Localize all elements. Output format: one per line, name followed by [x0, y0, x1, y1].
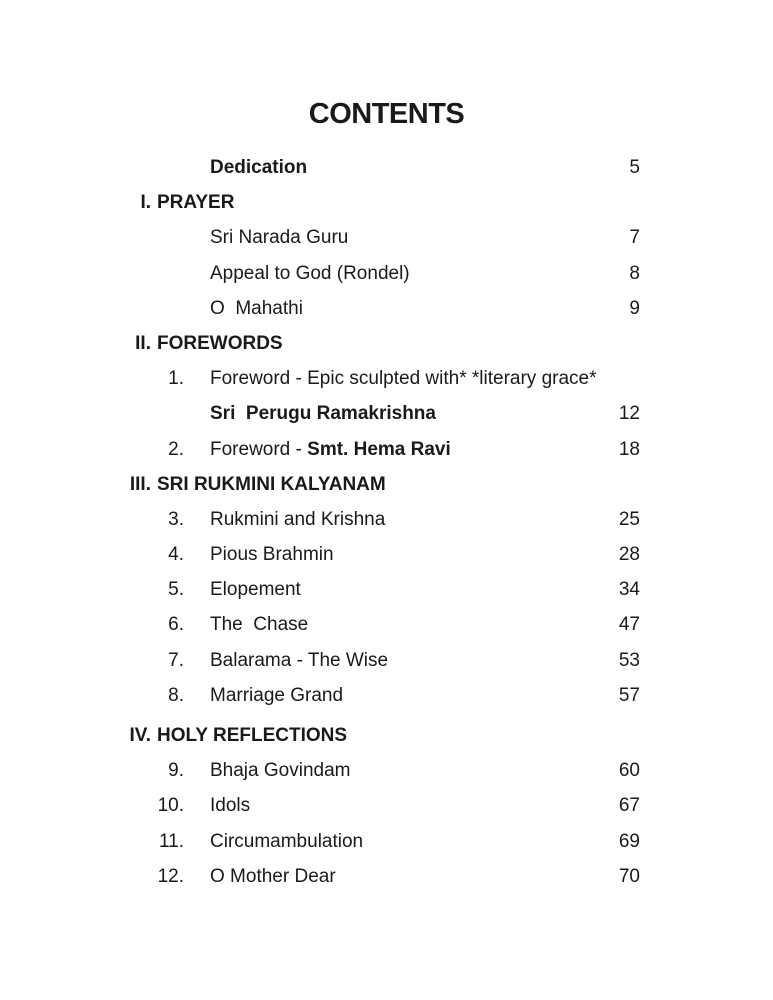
page-number: 47: [618, 614, 640, 636]
entry-title: Foreword - Smt. Hema Ravi: [210, 438, 451, 460]
toc-section-header: [0, 191, 773, 226]
page-title: CONTENTS: [308, 98, 465, 130]
entry-title: O Mother Dear: [210, 865, 336, 887]
toc-entry-row: [0, 438, 773, 473]
toc-entry-row: [0, 262, 773, 297]
toc-entry-row: [0, 402, 773, 437]
entry-number: 3.: [168, 508, 184, 530]
entry-title: Appeal to God (Rondel): [210, 262, 410, 284]
page-number: 12: [618, 403, 640, 425]
page-number: 7: [629, 227, 640, 249]
toc-entry-row: [0, 226, 773, 261]
section-title: FOREWORDS: [157, 332, 283, 354]
toc-entry-row: [0, 613, 773, 648]
entry-title: Bhaja Govindam: [210, 760, 351, 782]
entry-title: Rukmini and Krishna: [210, 508, 386, 530]
page-number: 53: [618, 649, 640, 671]
toc-entry-row: [0, 156, 773, 191]
entry-number: 6.: [168, 614, 184, 636]
entry-title: Idols: [210, 795, 251, 817]
toc-entry-row: [0, 508, 773, 543]
entry-title: O Mahathi: [210, 297, 303, 319]
entry-title: Sri Narada Guru: [210, 227, 349, 249]
toc-entry-row: [0, 830, 773, 865]
entry-title: Dedication: [210, 157, 308, 178]
entry-number: 8.: [168, 684, 184, 706]
page-number: 69: [618, 830, 640, 852]
toc-list: [0, 156, 773, 900]
entry-number: 2.: [168, 438, 184, 460]
toc-entry-row: [0, 865, 773, 900]
entry-number: 11.: [158, 830, 184, 852]
page-number: 9: [629, 297, 640, 319]
entry-number: 9.: [168, 760, 184, 782]
page-number: 57: [618, 684, 640, 706]
section-numeral: IV.: [129, 725, 151, 746]
section-title: PRAYER: [157, 192, 235, 214]
entry-number: 7.: [168, 649, 184, 671]
toc-section-header: [0, 473, 773, 508]
page-number: 60: [618, 760, 640, 782]
page-number: 18: [618, 438, 640, 460]
entry-title: Foreword - Epic sculpted with* *literary grace*: [210, 368, 597, 390]
toc-section-header: [0, 332, 773, 367]
section-numeral: I.: [140, 192, 151, 214]
entry-number: 12.: [157, 865, 184, 887]
toc-entry-row: [0, 297, 773, 332]
entry-title: Circumambulation: [210, 830, 364, 852]
section-title: SRI RUKMINI KALYANAM: [157, 473, 386, 495]
page-number: 28: [618, 544, 640, 566]
entry-title: Elopement: [210, 579, 301, 601]
page-number: 67: [618, 795, 640, 817]
toc-entry-row: [0, 578, 773, 613]
entry-title: The Chase: [210, 614, 309, 636]
section-numeral: III.: [129, 473, 151, 495]
page-number: 34: [618, 579, 640, 601]
entry-title: Marriage Grand: [210, 684, 344, 706]
toc-entry-row: [0, 684, 773, 719]
entry-number: 10.: [157, 795, 184, 817]
entry-number: 4.: [168, 544, 184, 566]
entry-title: Pious Brahmin: [210, 544, 334, 566]
toc-entry-row: [0, 649, 773, 684]
entry-title: Sri Perugu Ramakrishna: [210, 403, 436, 425]
page-number: 5: [629, 157, 640, 178]
entry-number: 5.: [168, 579, 184, 601]
toc-entry-row: [0, 367, 773, 402]
entry-title: Balarama - The Wise: [210, 649, 389, 671]
page-number: 70: [618, 865, 640, 887]
entry-number: 1.: [168, 368, 184, 390]
toc-entry-row: [0, 794, 773, 829]
page-number: 8: [629, 262, 640, 284]
toc-entry-row: [0, 543, 773, 578]
toc-section-header: [0, 724, 773, 759]
section-numeral: II.: [135, 332, 151, 354]
toc-entry-row: [0, 759, 773, 794]
page-number: 25: [618, 508, 640, 530]
section-title: HOLY REFLECTIONS: [157, 725, 348, 746]
